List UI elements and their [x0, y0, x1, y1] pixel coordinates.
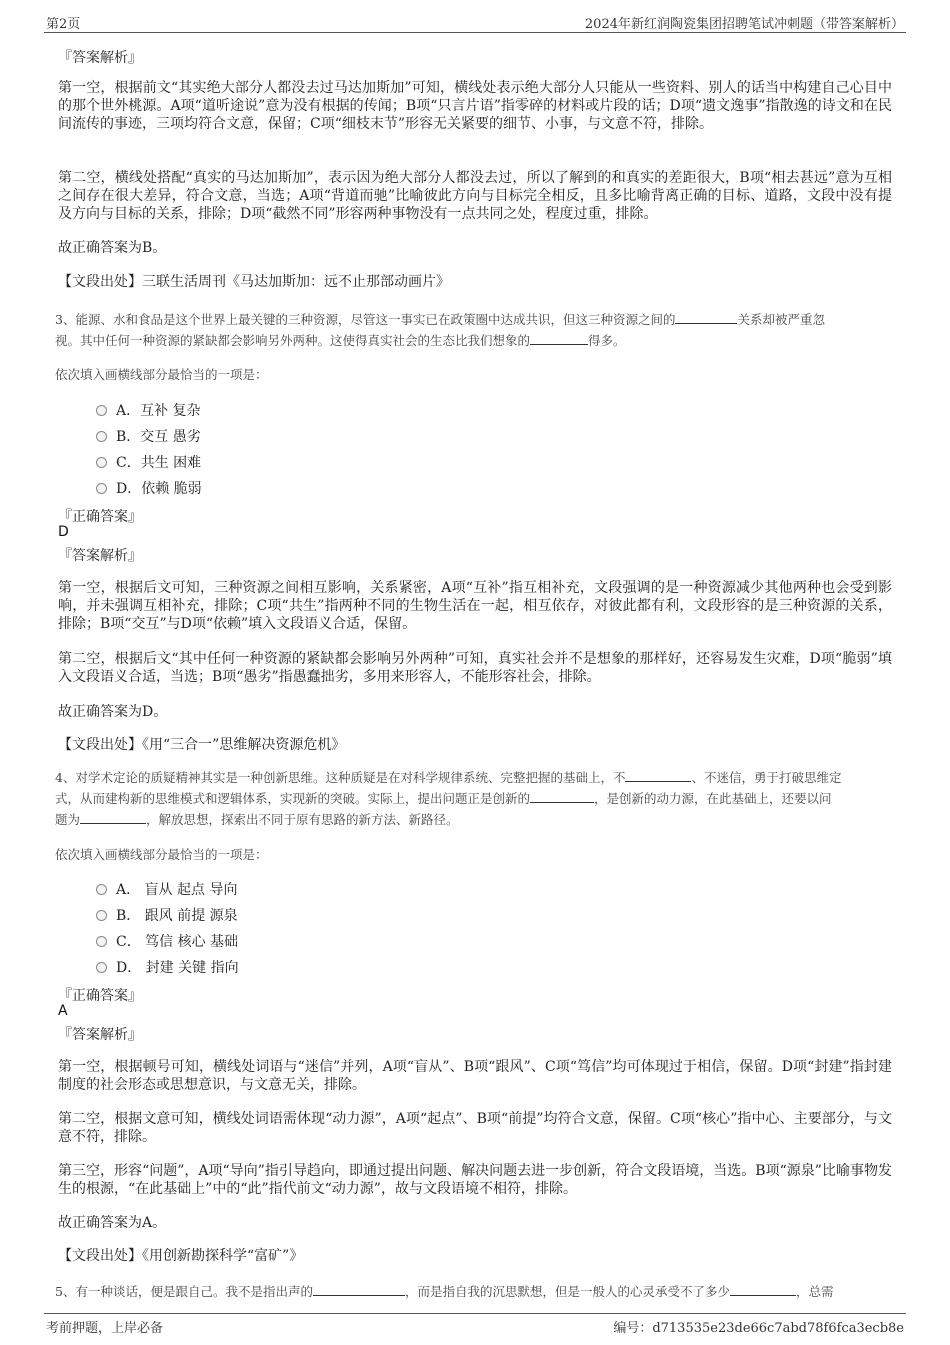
source-citation: 【文段出处】三联生活周刊《马达加斯加：远不止那部动画片》	[58, 274, 450, 290]
option-b[interactable]: B． 跟风 前提 源泉	[96, 905, 238, 925]
option-d[interactable]: D．依赖 脆弱	[96, 478, 202, 498]
option-c[interactable]: C． 笃信 核心 基础	[96, 931, 238, 951]
source-citation: 【文段出处】《用“三合一”思维解决资源危机》	[58, 737, 346, 753]
correct-answer-label: 『正确答案』	[58, 988, 142, 1004]
analysis-paragraph: 第二空，根据后文“其中任何一种资源的紧缺都会影响另外两种”可知，真实社会并不是想象的那样好，还容易发生灾难，D项“脆弱”填入文段语义合适，当选；B项“愚劣”指愚蠢拙劣，多用来形容人，不能形容社会，排除。	[58, 651, 892, 685]
option-c[interactable]: C．共生 困难	[96, 452, 201, 472]
question-prompt: 依次填入画横线部分最恰当的一项是：	[55, 847, 268, 862]
page-header	[44, 10, 906, 33]
question-stem: 3、能源、水和食品是这个世界上最关键的三种资源，尽管这一事实已在政策圈中达成共识，但这三种资源之间的 关系却被严重忽 视。其中任何一种资源的紧缺都会影响另外两种。这使得真实社会的生态比我们想象的 得多。	[55, 312, 825, 348]
analysis-paragraph: 第一空，根据前文“其实绝大部分人都没去过马达加斯加”可知，横线处表示绝大部分人只能从一些资料、别人的话当中构建自己心目中的那个世外桃源。A项“道听途说”意为没有根据的传闻；B项“只言片语”指零碎的材料或片段的话；D项“遗文逸事”指散逸的诗文和在民间流传的事迹，三项均符合文意，保留；C项“细枝末节”形容无关紧要的细节、小事，与文意不符，排除。	[58, 80, 892, 132]
answer-statement: 故正确答案为B。	[58, 240, 167, 256]
radio-button-icon[interactable]	[96, 962, 107, 973]
source-citation: 【文段出处】《用创新勘探科学“富矿”》	[58, 1248, 304, 1264]
page-number: 第2页	[46, 17, 81, 32]
answer-statement: 故正确答案为A。	[58, 1215, 167, 1231]
question-stem: 5、有一种谈话，便是跟自己。我不是指出声的 ，而是指自我的沉思默想，但是一般人的心灵承受不了多少 ，总需	[55, 1284, 834, 1299]
radio-button-icon[interactable]	[96, 884, 107, 895]
analysis-label: 『答案解析』	[58, 548, 142, 564]
radio-button-icon[interactable]	[96, 483, 107, 494]
radio-button-icon[interactable]	[96, 457, 107, 468]
document-id: 编号：d713535e23de66c7abd78f6fca3ecb8e	[613, 1321, 904, 1336]
radio-button-icon[interactable]	[96, 431, 107, 442]
correct-answer: D	[58, 524, 69, 540]
analysis-label: 『答案解析』	[58, 50, 142, 66]
question-prompt: 依次填入画横线部分最恰当的一项是：	[55, 367, 268, 382]
radio-button-icon[interactable]	[96, 405, 107, 416]
option-b[interactable]: B．交互 愚劣	[96, 426, 201, 446]
option-d[interactable]: D． 封建 关键 指向	[96, 957, 239, 977]
radio-button-icon[interactable]	[96, 936, 107, 947]
footer-slogan: 考前押题，上岸必备	[46, 1321, 164, 1336]
correct-answer: A	[58, 1003, 68, 1019]
analysis-paragraph: 第三空，形容“问题”，A项“导向”指引导趋向，即通过提出问题、解决问题去进一步创新，符合文段语境，当选。B项“源泉”比喻事物发生的根源，“在此基础上”中的“此”指代前文“动力源”，故与文段语境不相符，排除。	[58, 1163, 892, 1197]
radio-button-icon[interactable]	[96, 910, 107, 921]
option-a[interactable]: A． 盲从 起点 导向	[96, 879, 237, 899]
page-footer	[44, 1313, 906, 1340]
analysis-label: 『答案解析』	[58, 1027, 142, 1043]
analysis-paragraph: 第一空，根据后文可知，三种资源之间相互影响，关系紧密，A项“互补”指互相补充，文段强调的是一种资源减少其他两种也会受到影响，并未强调互相补充，排除；C项“共生”指两种不同的生物生活在一起，相互依存，对彼此都有利，文段形容的是三种资源的关系，排除；B项“交互”与D项“依赖”填入文段语义合适，保留。	[58, 580, 892, 632]
analysis-paragraph: 第二空，横线处搭配“真实的马达加斯加”，表示因为绝大部分人都没去过，所以了解到的和真实的差距很大，B项“相去甚远”意为互相之间存在很大差异，符合文意，当选；A项“背道而驰”比喻彼此方向与目标完全相反，且多比喻背离正确的目标、道路，文段中没有提及方向与目标的关系，排除；D项“截然不同”形容两种事物没有一点共同之处，程度过重，排除。	[58, 170, 892, 222]
question-stem: 4、对学术定论的质疑精神其实是一种创新思维。这种质疑是在对科学规律系统、完整把握的基础上，不 、不迷信，勇于打破思维定 式，从而建构新的思维模式和逻辑体系，实现新的突破。实际上，提出问题正是创新的 ，是创新的动力源，在此基础上，还要以问 题为 ，解放思想，探索出不同于原有思路的新方法、新路径。	[55, 770, 842, 827]
analysis-paragraph: 第一空，根据顿号可知，横线处词语与“迷信”并列，A项“盲从”、B项“跟风”、C项“笃信”均可体现过于相信，保留。D项“封建”指封建制度的社会形态或思想意识，与文意无关，排除。	[58, 1059, 892, 1093]
document-title: 2024年新红润陶瓷集团招聘笔试冲刺题（带答案解析）	[584, 17, 904, 32]
analysis-paragraph: 第二空，根据文意可知，横线处词语需体现“动力源”，A项“起点”、B项“前提”均符合文意，保留。C项“核心”指中心、主要部分，与文意不符，排除。	[58, 1111, 892, 1145]
answer-statement: 故正确答案为D。	[58, 704, 168, 720]
option-a[interactable]: A．互补 复杂	[96, 400, 201, 420]
correct-answer-label: 『正确答案』	[58, 509, 142, 525]
